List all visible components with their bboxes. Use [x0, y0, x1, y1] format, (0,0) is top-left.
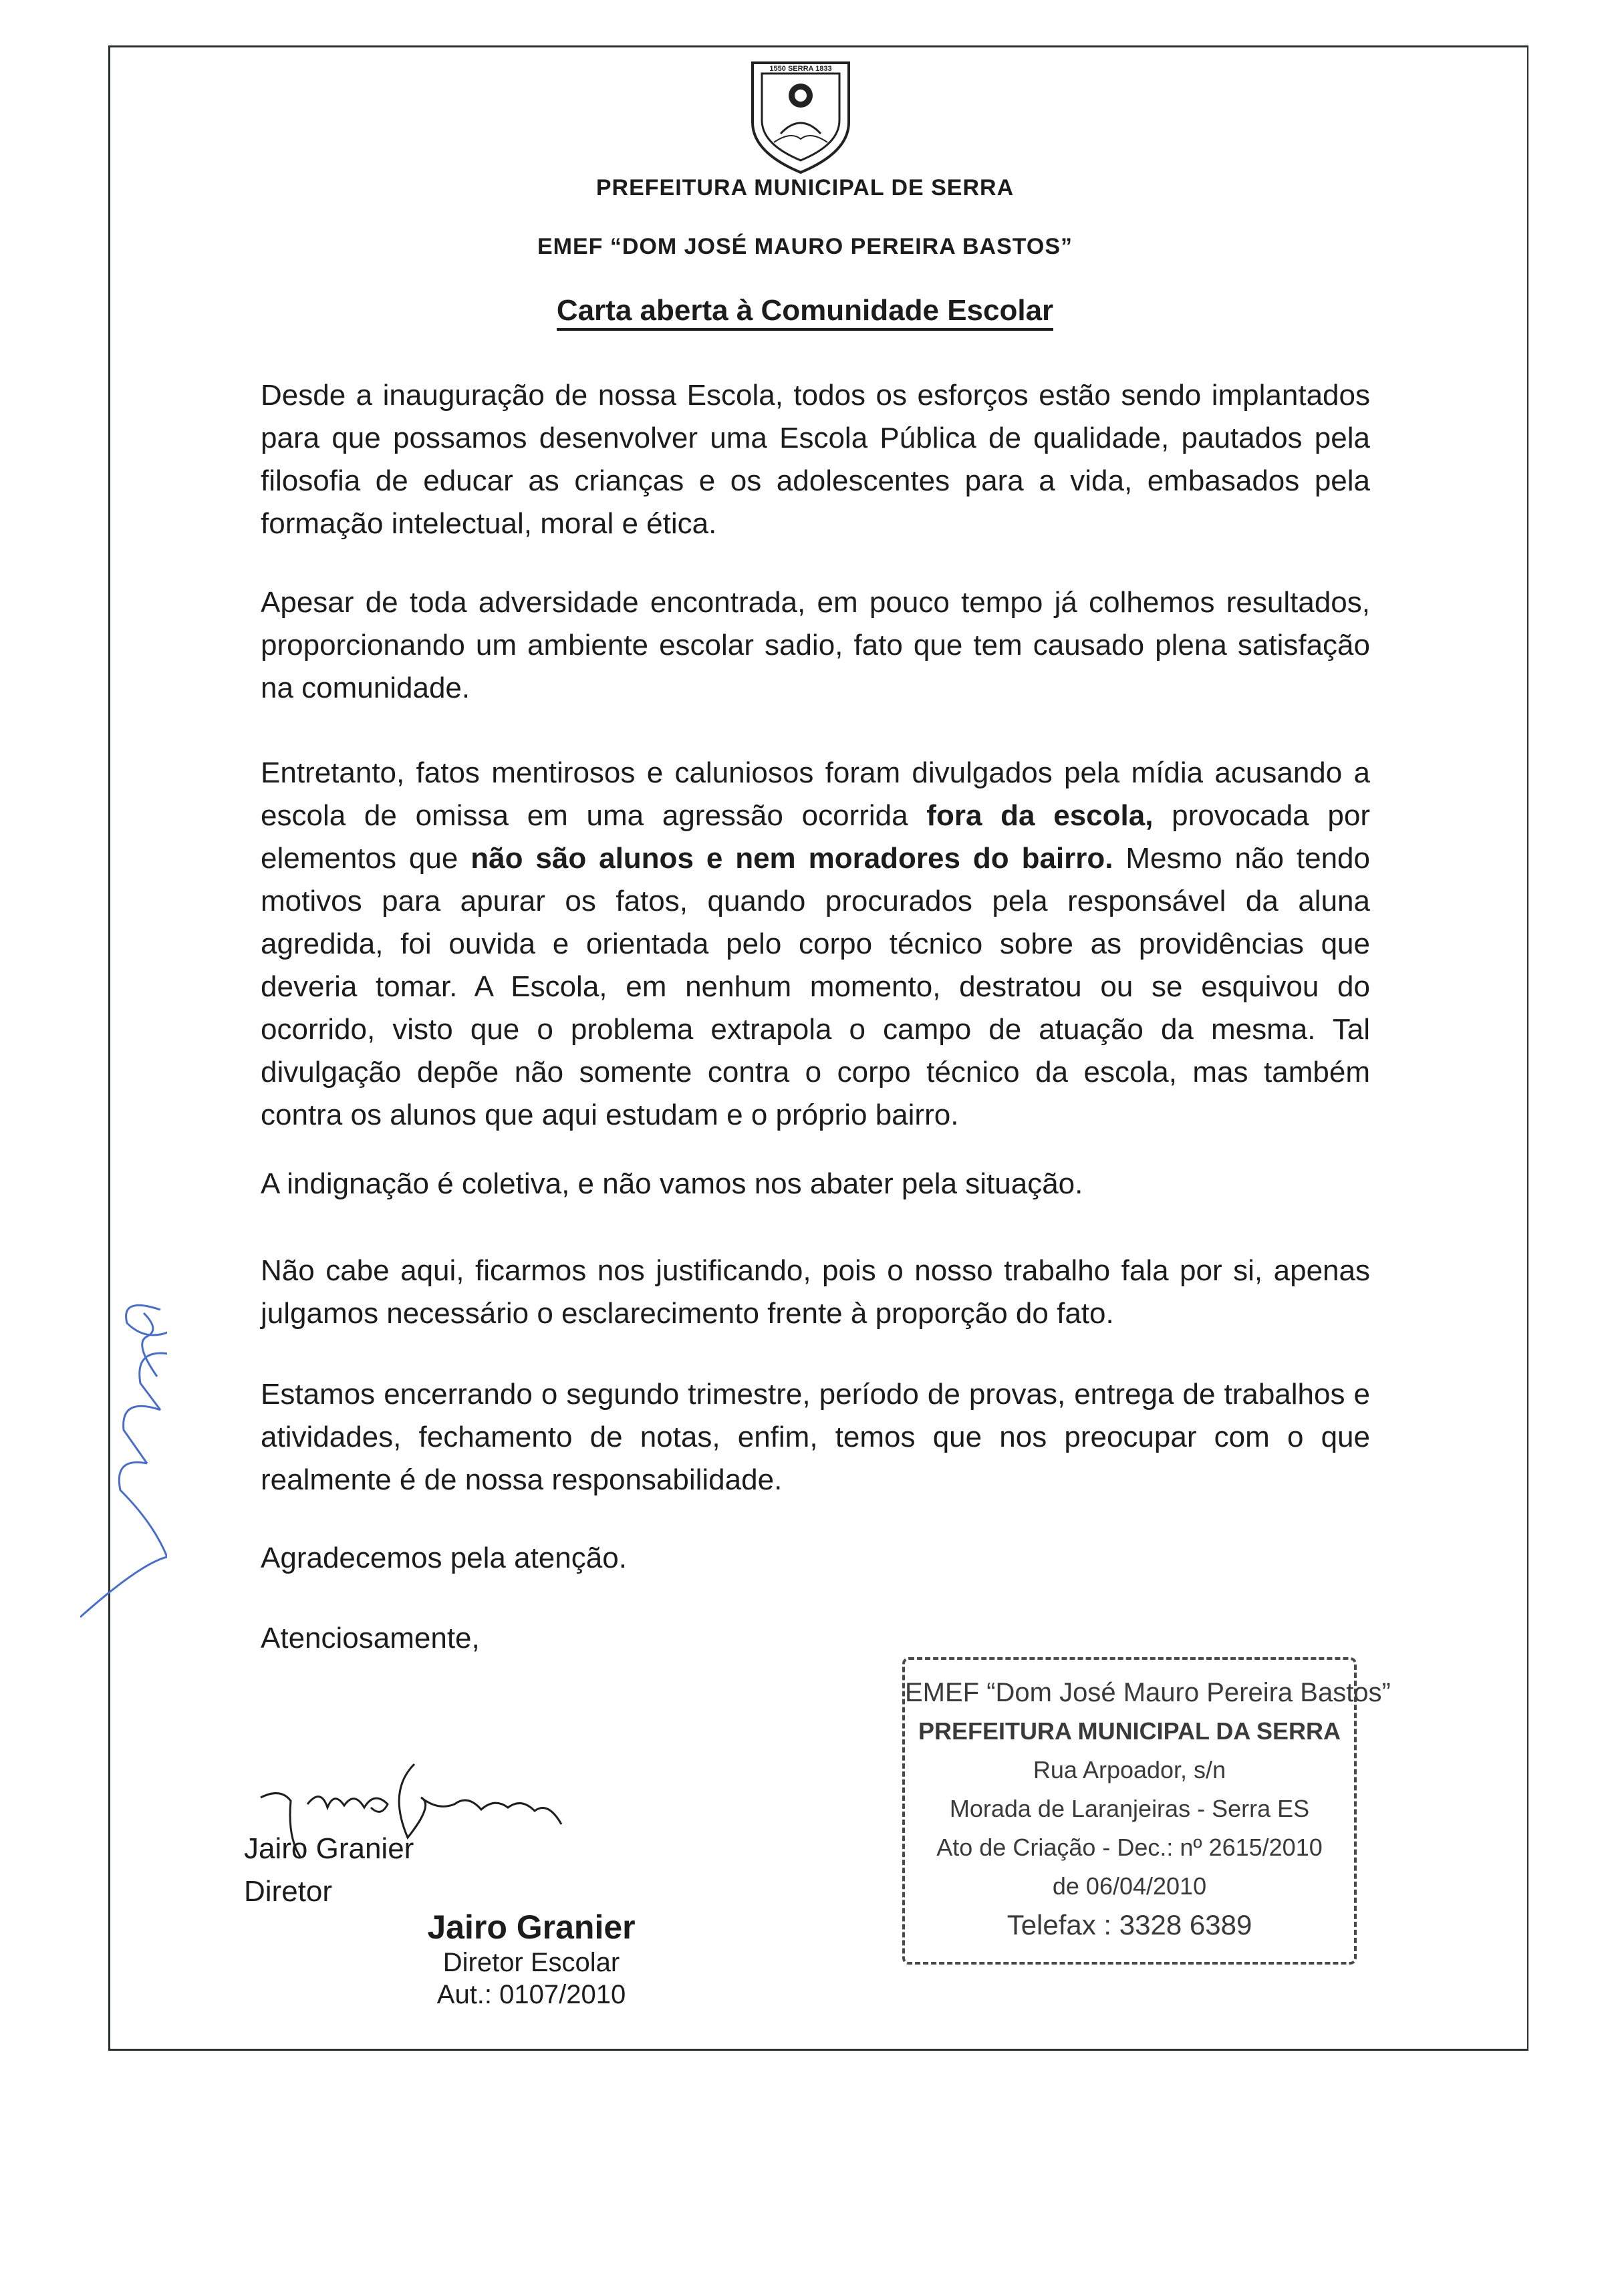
school-stamp-line-5: Ato de Criação - Dec.: nº 2615/2010	[936, 1834, 1323, 1861]
paragraph-2	[261, 581, 1370, 710]
school-stamp-line-1: EMEF “Dom José Mauro Pereira Bastos”	[905, 1678, 1391, 1707]
paragraph-3-bold-a: fora da escola,	[926, 799, 1154, 832]
paragraph-3-text-c: Mesmo não tendo motivos para apurar os fatos, quando procurados pela responsável da aluna agredida, foi ouvida e orientada pelo corpo técnico sobre as providências que deveria tomar. A Escola, em nenhum momento, destratou ou se esquivou do ocorrido, visto que o problema extrapola o campo de atuação da mesma. Tal divulgação depõe não somente contra o corpo técnico da escola, mas também contra os alunos que aqui estudam e o próprio bairro.	[261, 842, 1370, 1131]
paragraph-2-text: Apesar de toda adversidade encontrada, em pouco tempo já colhemos resultados, proporcionando um ambiente escolar sadio, fato que tem causado plena satisfação na comunidade.	[261, 586, 1370, 704]
school-stamp-line-2: PREFEITURA MUNICIPAL DA SERRA	[918, 1717, 1341, 1745]
school-stamp-line-6: de 06/04/2010	[1052, 1872, 1207, 1900]
closing-salutation-text: Atenciosamente,	[261, 1622, 480, 1655]
director-stamp-name: Jairo Granier	[427, 1908, 636, 1946]
school-stamp	[902, 1657, 1391, 1965]
crest-text: 1550 SERRA 1833	[769, 65, 832, 73]
director-stamp-aut: Aut.: 0107/2010	[436, 1980, 626, 2009]
paragraph-6-text: Estamos encerrando o segundo trimestre, período de provas, entrega de trabalhos e atividades, fechamento de notas, enfim, temos que nos preocupar com o que realmente é de nossa responsabilidade.	[261, 1378, 1370, 1496]
school-stamp-line-3: Rua Arpoador, s/n	[1033, 1756, 1226, 1783]
school-stamp-line-4: Morada de Laranjeiras - Serra ES	[949, 1795, 1310, 1822]
closing-thanks	[261, 1537, 1370, 1580]
paragraph-6	[261, 1373, 1370, 1501]
signer-role: Diretor	[244, 1875, 333, 1908]
municipality-heading: PREFEITURA MUNICIPAL DE SERRA	[595, 175, 1015, 200]
paragraph-4-text: A indignação é coletiva, e não vamos nos abater pela situação.	[261, 1167, 1083, 1200]
margin-initials-icon	[80, 1270, 167, 1684]
closing-salutation	[261, 1617, 1370, 1660]
paragraph-3-text-b: provocada por elementos que	[261, 799, 1370, 875]
school-heading: EMEF “DOM JOSÉ MAURO PEREIRA BASTOS”	[537, 234, 1073, 259]
municipal-crest-icon	[747, 59, 854, 176]
paragraph-4	[261, 1163, 1370, 1205]
letter-title	[0, 294, 1610, 327]
paragraph-1-text: Desde a inauguração de nossa Escola, todos os esforços estão sendo implantados para que possamos desenvolver uma Escola Pública de qualidade, pautados pela filosofia de educar as crianças e os adolescentes para a vida, embasados pela formação intelectual, moral e ética.	[261, 379, 1370, 540]
school-stamp-line-7: Telefax : 3328 6389	[1007, 1909, 1252, 1941]
paragraph-5	[261, 1250, 1370, 1335]
closing-thanks-text: Agradecemos pela atenção.	[261, 1542, 627, 1574]
paragraph-3-text-a: Entretanto, fatos mentirosos e caluniosos foram divulgados pela mídia acusando a escola de omissa em uma agressão ocorrida	[261, 756, 1370, 832]
letter-title-text: Carta aberta à Comunidade Escolar	[557, 294, 1053, 331]
director-stamp-role: Diretor Escolar	[442, 1948, 620, 1977]
signature-block	[244, 1828, 414, 1913]
paragraph-3-bold-b: não são alunos e nem moradores do bairro.	[471, 842, 1113, 875]
director-stamp	[421, 1908, 642, 2011]
paragraph-1	[261, 374, 1370, 545]
paragraph-3	[261, 752, 1370, 1137]
paragraph-5-text: Não cabe aqui, ficarmos nos justificando, pois o nosso trabalho fala por si, apenas julgamos necessário o esclarecimento frente à proporção do fato.	[261, 1254, 1370, 1330]
signer-name: Jairo Granier	[244, 1832, 414, 1865]
